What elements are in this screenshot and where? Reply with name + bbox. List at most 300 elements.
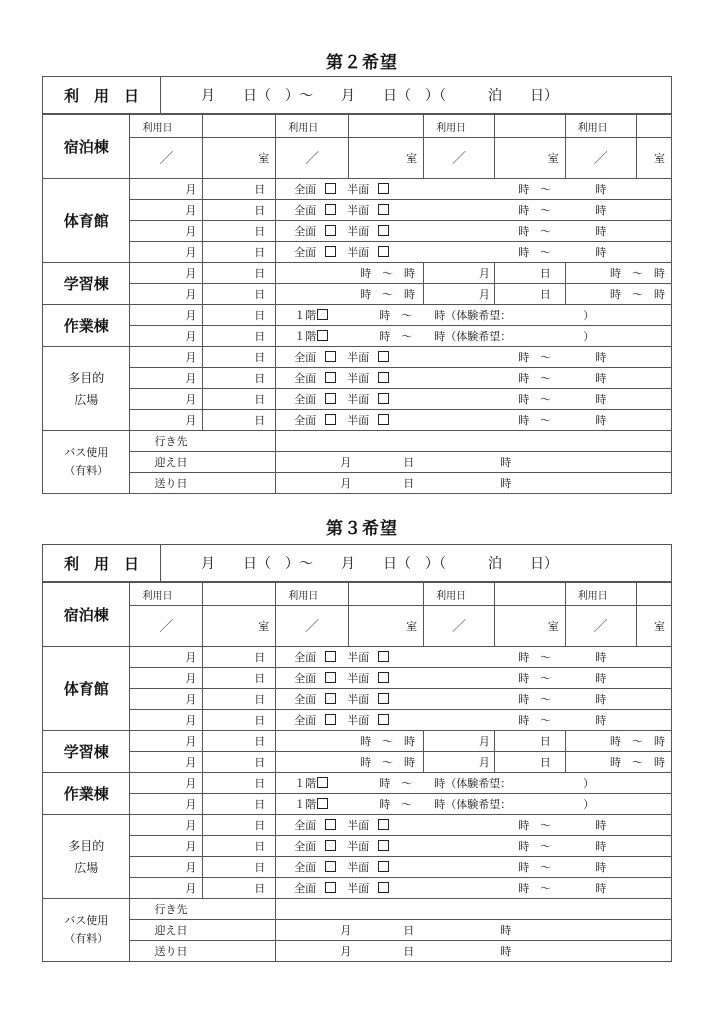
tamokuteki-time-text: 時 ～	[518, 819, 552, 832]
taiikukan-label	[43, 179, 130, 263]
shukuhaku-date-label	[130, 583, 203, 606]
tamokuteki-day[interactable]	[203, 389, 276, 410]
bus-ikisaki-text: 行き先	[154, 903, 188, 916]
sagyou-day[interactable]	[203, 305, 276, 326]
taiikukan-month[interactable]	[130, 221, 203, 242]
tamokuteki-time[interactable]	[424, 347, 566, 368]
shukuhaku-date-label	[130, 115, 203, 138]
taiikukan-end-text: 時	[595, 204, 607, 217]
taiikukan-han-checkbox[interactable]	[378, 672, 389, 683]
bus-label2: （有料）	[64, 932, 109, 945]
sagyou-month[interactable]	[130, 305, 203, 326]
gakushu-day2-text: 日	[539, 756, 551, 769]
tamokuteki-han-text: 半面	[347, 414, 370, 427]
taiikukan-area[interactable]	[276, 242, 424, 263]
gakushu-time1-text: 時 ～ 時	[360, 267, 416, 280]
tamokuteki-day-text: 日	[254, 861, 266, 874]
shukuhaku-date-label-text: 利用日	[436, 590, 467, 602]
gakushu-month[interactable]	[130, 752, 203, 773]
taiikukan-day[interactable]	[203, 710, 276, 731]
taiikukan-han-checkbox[interactable]	[378, 693, 389, 704]
shukuhaku-date-label-text: 利用日	[577, 122, 608, 134]
shukuhaku-slash-text: ／	[593, 151, 608, 167]
gakushu-label-text: 学習棟	[63, 275, 109, 293]
sagyou-detail[interactable]	[276, 305, 672, 326]
gakushu-time2[interactable]	[565, 752, 671, 773]
riyou-label	[43, 545, 161, 582]
taiikukan-time[interactable]	[424, 647, 566, 668]
riyou-table	[42, 544, 672, 582]
tamokuteki-han-checkbox[interactable]	[378, 861, 389, 872]
tamokuteki-zen-checkbox[interactable]	[325, 393, 336, 404]
taiikukan-zen-checkbox[interactable]	[325, 651, 336, 662]
taiikukan-day[interactable]	[203, 668, 276, 689]
gakushu-month2[interactable]	[424, 752, 495, 773]
tamokuteki-han-checkbox[interactable]	[378, 819, 389, 830]
bus-mukae-label	[130, 920, 276, 941]
tamokuteki-han-checkbox[interactable]	[378, 840, 389, 851]
taiikukan-zen-checkbox[interactable]	[325, 225, 336, 236]
tamokuteki-month[interactable]	[130, 836, 203, 857]
shukuhaku-slash[interactable]	[276, 606, 349, 647]
bus-label1: バス使用	[64, 914, 109, 927]
tamokuteki-zen-text: 全面	[294, 882, 317, 895]
tamokuteki-time[interactable]	[424, 857, 566, 878]
tamokuteki-end[interactable]	[565, 368, 671, 389]
sagyou-month-text: 月	[185, 798, 197, 811]
taiikukan-month-text: 月	[185, 246, 197, 259]
tamokuteki-day[interactable]	[203, 368, 276, 389]
gakushu-day2[interactable]	[494, 731, 565, 752]
gakushu-label-text: 学習棟	[63, 743, 109, 761]
tamokuteki-day[interactable]	[203, 815, 276, 836]
taiikukan-end[interactable]	[565, 242, 671, 263]
shukuhaku-date-blank[interactable]	[203, 583, 276, 606]
shukuhaku-room[interactable]	[349, 138, 424, 179]
tamokuteki-end[interactable]	[565, 410, 671, 431]
shukuhaku-slash-text: ／	[159, 151, 174, 167]
taiikukan-han-text: 半面	[347, 672, 370, 685]
bus-day-text: 日	[403, 477, 415, 490]
tamokuteki-han-checkbox[interactable]	[378, 882, 389, 893]
sagyou-time-text: 時 ～ 時（体験希望：	[379, 330, 512, 343]
tamokuteki-day[interactable]	[203, 410, 276, 431]
taiikukan-day[interactable]	[203, 689, 276, 710]
tamokuteki-end[interactable]	[565, 389, 671, 410]
shukuhaku-room[interactable]	[636, 138, 672, 179]
taiikukan-day-text: 日	[254, 225, 266, 238]
tamokuteki-end-text: 時	[595, 393, 607, 406]
tamokuteki-han-text: 半面	[347, 840, 370, 853]
tamokuteki-time[interactable]	[424, 815, 566, 836]
taiikukan-zen-checkbox[interactable]	[325, 693, 336, 704]
tamokuteki-month[interactable]	[130, 368, 203, 389]
tamokuteki-time[interactable]	[424, 368, 566, 389]
bus-mukae-text: 迎え日	[154, 924, 188, 937]
tamokuteki-day[interactable]	[203, 878, 276, 899]
taiikukan-area[interactable]	[276, 221, 424, 242]
gakushu-time2[interactable]	[565, 731, 671, 752]
riyou-date-range[interactable]	[161, 77, 672, 114]
tamokuteki-zen-checkbox[interactable]	[325, 861, 336, 872]
gakushu-day[interactable]	[203, 752, 276, 773]
gakushu-day-text: 日	[254, 735, 266, 748]
sagyou-month[interactable]	[130, 794, 203, 815]
tamokuteki-time-text: 時 ～	[518, 414, 552, 427]
gakushu-month2-text: 月	[478, 756, 490, 769]
taiikukan-zen-text: 全面	[294, 672, 317, 685]
taiikukan-time[interactable]	[424, 710, 566, 731]
tamokuteki-time[interactable]	[424, 410, 566, 431]
tamokuteki-day[interactable]	[203, 347, 276, 368]
gakushu-time1[interactable]	[276, 752, 424, 773]
sagyou-detail[interactable]	[276, 326, 672, 347]
tamokuteki-label1: 多目的	[68, 838, 105, 853]
bus-month-text: 月	[340, 945, 352, 958]
section-title: 第３希望	[326, 519, 398, 539]
bus-mukae-field[interactable]	[276, 452, 672, 473]
taiikukan-zen-checkbox[interactable]	[325, 672, 336, 683]
tamokuteki-end[interactable]	[565, 815, 671, 836]
taiikukan-time[interactable]	[424, 221, 566, 242]
shukuhaku-slash[interactable]	[276, 138, 349, 179]
hope-section	[42, 76, 672, 494]
gakushu-time1[interactable]	[276, 284, 424, 305]
tamokuteki-end-text: 時	[595, 840, 607, 853]
riyou-label-text: 利 用 日	[63, 554, 139, 573]
tamokuteki-han-text: 半面	[347, 393, 370, 406]
tamokuteki-area[interactable]	[276, 410, 424, 431]
shukuhaku-slash[interactable]	[130, 138, 203, 179]
tamokuteki-month[interactable]	[130, 857, 203, 878]
shukuhaku-room[interactable]	[349, 606, 424, 647]
gakushu-month[interactable]	[130, 284, 203, 305]
tamokuteki-zen-checkbox[interactable]	[325, 819, 336, 830]
gakushu-time1[interactable]	[276, 731, 424, 752]
taiikukan-month[interactable]	[130, 200, 203, 221]
taiikukan-time[interactable]	[424, 668, 566, 689]
shukuhaku-room-text: 室	[258, 620, 270, 633]
bus-label2: （有料）	[64, 464, 109, 477]
taiikukan-month-text: 月	[185, 693, 197, 706]
bus-ikisaki-field[interactable]	[276, 899, 672, 920]
taiikukan-month[interactable]	[130, 689, 203, 710]
taiikukan-label	[43, 647, 130, 731]
gakushu-day2[interactable]	[494, 752, 565, 773]
taiikukan-time[interactable]	[424, 200, 566, 221]
taiikukan-day[interactable]	[203, 200, 276, 221]
taiikukan-han-checkbox[interactable]	[378, 714, 389, 725]
taiikukan-area[interactable]	[276, 179, 424, 200]
shukuhaku-date-blank[interactable]	[349, 115, 424, 138]
gakushu-month[interactable]	[130, 731, 203, 752]
shukuhaku-label-text: 宿泊棟	[63, 606, 109, 624]
taiikukan-end[interactable]	[565, 647, 671, 668]
taiikukan-month[interactable]	[130, 647, 203, 668]
taiikukan-han-checkbox[interactable]	[378, 246, 389, 257]
riyou-date-range-text: 月 日（ ）～ 月 日（ ）（ 泊 日）	[201, 88, 558, 104]
gakushu-day[interactable]	[203, 263, 276, 284]
taiikukan-end[interactable]	[565, 200, 671, 221]
taiikukan-zen-text: 全面	[294, 693, 317, 706]
taiikukan-month[interactable]	[130, 668, 203, 689]
shukuhaku-room[interactable]	[203, 606, 276, 647]
taiikukan-month-text: 月	[185, 672, 197, 685]
sagyou-day[interactable]	[203, 326, 276, 347]
gakushu-day-text: 日	[254, 756, 266, 769]
gakushu-day[interactable]	[203, 731, 276, 752]
taiikukan-zen-text: 全面	[294, 183, 317, 196]
tamokuteki-time[interactable]	[424, 836, 566, 857]
sagyou-month-text: 月	[185, 330, 197, 343]
tamokuteki-area[interactable]	[276, 815, 424, 836]
gakushu-month-text: 月	[185, 267, 197, 280]
taiikukan-end[interactable]	[565, 710, 671, 731]
section-title: 第２希望	[326, 53, 398, 73]
bus-label1: バス使用	[64, 446, 109, 459]
taiikukan-time-text: 時 ～	[518, 651, 552, 664]
tamokuteki-zen-checkbox[interactable]	[325, 414, 336, 425]
tamokuteki-label	[43, 347, 130, 431]
bus-okuri-field[interactable]	[276, 941, 672, 962]
taiikukan-han-text: 半面	[347, 246, 370, 259]
gakushu-month2[interactable]	[424, 263, 495, 284]
sagyou-time-text: 時 ～ 時（体験希望：	[379, 798, 512, 811]
tamokuteki-area[interactable]	[276, 836, 424, 857]
sagyou-detail[interactable]	[276, 794, 672, 815]
shukuhaku-room-text: 室	[406, 620, 418, 633]
sagyou-close-text: ）	[583, 330, 595, 343]
taiikukan-han-checkbox[interactable]	[378, 651, 389, 662]
tamokuteki-month-text: 月	[185, 840, 197, 853]
tamokuteki-area[interactable]	[276, 878, 424, 899]
bus-ikisaki-text: 行き先	[154, 435, 188, 448]
tamokuteki-zen-text: 全面	[294, 819, 317, 832]
tamokuteki-time[interactable]	[424, 389, 566, 410]
sagyou-floor-checkbox[interactable]	[317, 798, 328, 809]
shukuhaku-slash-text: ／	[305, 619, 320, 635]
taiikukan-area[interactable]	[276, 647, 424, 668]
bus-mukae-field[interactable]	[276, 920, 672, 941]
bus-okuri-field[interactable]	[276, 473, 672, 494]
tamokuteki-end-text: 時	[595, 351, 607, 364]
tamokuteki-han-text: 半面	[347, 882, 370, 895]
sagyou-floor-checkbox[interactable]	[317, 777, 328, 788]
gakushu-day2[interactable]	[494, 263, 565, 284]
shukuhaku-date-label-text: 利用日	[142, 590, 173, 602]
bus-day-text: 日	[403, 924, 415, 937]
tamokuteki-han-checkbox[interactable]	[378, 372, 389, 383]
shukuhaku-date-blank[interactable]	[349, 583, 424, 606]
taiikukan-time[interactable]	[424, 242, 566, 263]
tamokuteki-day-text: 日	[254, 372, 266, 385]
taiikukan-day-text: 日	[254, 693, 266, 706]
tamokuteki-day[interactable]	[203, 836, 276, 857]
tamokuteki-month[interactable]	[130, 410, 203, 431]
tamokuteki-time[interactable]	[424, 878, 566, 899]
bus-okuri-text: 送り日	[154, 945, 188, 958]
tamokuteki-han-checkbox[interactable]	[378, 351, 389, 362]
shukuhaku-slash[interactable]	[565, 138, 636, 179]
tamokuteki-time-text: 時 ～	[518, 861, 552, 874]
tamokuteki-end[interactable]	[565, 878, 671, 899]
taiikukan-day-text: 日	[254, 651, 266, 664]
taiikukan-day[interactable]	[203, 242, 276, 263]
tamokuteki-zen-checkbox[interactable]	[325, 351, 336, 362]
taiikukan-month[interactable]	[130, 242, 203, 263]
tamokuteki-month[interactable]	[130, 389, 203, 410]
tamokuteki-month[interactable]	[130, 347, 203, 368]
tamokuteki-han-checkbox[interactable]	[378, 393, 389, 404]
gakushu-time2[interactable]	[565, 263, 671, 284]
tamokuteki-end[interactable]	[565, 857, 671, 878]
tamokuteki-han-text: 半面	[347, 351, 370, 364]
taiikukan-han-text: 半面	[347, 693, 370, 706]
tamokuteki-time-text: 時 ～	[518, 393, 552, 406]
tamokuteki-area[interactable]	[276, 857, 424, 878]
taiikukan-end[interactable]	[565, 668, 671, 689]
tamokuteki-time-text: 時 ～	[518, 882, 552, 895]
shukuhaku-date-blank[interactable]	[636, 115, 672, 138]
tamokuteki-zen-checkbox[interactable]	[325, 840, 336, 851]
shukuhaku-room[interactable]	[494, 606, 565, 647]
gakushu-month-text: 月	[185, 756, 197, 769]
tamokuteki-label1: 多目的	[68, 370, 105, 385]
tamokuteki-han-checkbox[interactable]	[378, 414, 389, 425]
tamokuteki-zen-text: 全面	[294, 840, 317, 853]
shukuhaku-date-blank[interactable]	[203, 115, 276, 138]
shukuhaku-slash[interactable]	[130, 606, 203, 647]
gakushu-day-text: 日	[254, 267, 266, 280]
shukuhaku-room[interactable]	[203, 138, 276, 179]
taiikukan-end[interactable]	[565, 179, 671, 200]
taiikukan-end[interactable]	[565, 221, 671, 242]
taiikukan-han-checkbox[interactable]	[378, 204, 389, 215]
tamokuteki-area[interactable]	[276, 347, 424, 368]
tamokuteki-zen-checkbox[interactable]	[325, 372, 336, 383]
tamokuteki-end-text: 時	[595, 414, 607, 427]
taiikukan-day[interactable]	[203, 179, 276, 200]
shukuhaku-date-blank[interactable]	[494, 583, 565, 606]
tamokuteki-day[interactable]	[203, 857, 276, 878]
taiikukan-area[interactable]	[276, 668, 424, 689]
shukuhaku-date-blank[interactable]	[636, 583, 672, 606]
gakushu-day2[interactable]	[494, 284, 565, 305]
tamokuteki-month[interactable]	[130, 878, 203, 899]
taiikukan-time-text: 時 ～	[518, 693, 552, 706]
shukuhaku-slash[interactable]	[565, 606, 636, 647]
bus-mukae-label	[130, 452, 276, 473]
taiikukan-day[interactable]	[203, 221, 276, 242]
tamokuteki-area[interactable]	[276, 389, 424, 410]
bus-hour-text: 時	[500, 945, 512, 958]
tamokuteki-day-text: 日	[254, 414, 266, 427]
shukuhaku-date-label-text: 利用日	[288, 590, 319, 602]
taiikukan-han-checkbox[interactable]	[378, 225, 389, 236]
sagyou-floor-checkbox[interactable]	[317, 309, 328, 320]
taiikukan-zen-checkbox[interactable]	[325, 183, 336, 194]
sagyou-day[interactable]	[203, 773, 276, 794]
taiikukan-area[interactable]	[276, 689, 424, 710]
taiikukan-zen-checkbox[interactable]	[325, 714, 336, 725]
shukuhaku-date-label-text: 利用日	[436, 122, 467, 134]
gakushu-month-text: 月	[185, 288, 197, 301]
taiikukan-area[interactable]	[276, 710, 424, 731]
gakushu-month2[interactable]	[424, 731, 495, 752]
gakushu-time2[interactable]	[565, 284, 671, 305]
facility-table	[42, 582, 672, 962]
gakushu-month2[interactable]	[424, 284, 495, 305]
shukuhaku-label-text: 宿泊棟	[63, 138, 109, 156]
taiikukan-label-text: 体育館	[63, 212, 109, 230]
shukuhaku-room-text: 室	[406, 152, 418, 165]
shukuhaku-slash[interactable]	[424, 606, 495, 647]
sagyou-close-text: ）	[583, 777, 595, 790]
gakushu-time2-text: 時 ～ 時	[610, 267, 665, 280]
facility-table	[42, 114, 672, 494]
tamokuteki-zen-checkbox[interactable]	[325, 882, 336, 893]
gakushu-time2-text: 時 ～ 時	[610, 735, 665, 748]
shukuhaku-slash[interactable]	[424, 138, 495, 179]
sagyou-floor-text: １階	[294, 330, 317, 343]
tamokuteki-month[interactable]	[130, 815, 203, 836]
taiikukan-area[interactable]	[276, 200, 424, 221]
taiikukan-zen-checkbox[interactable]	[325, 246, 336, 257]
bus-mukae-text: 迎え日	[154, 456, 188, 469]
tamokuteki-area[interactable]	[276, 368, 424, 389]
shukuhaku-room[interactable]	[494, 138, 565, 179]
shukuhaku-date-label	[565, 583, 636, 606]
bus-ikisaki-field[interactable]	[276, 431, 672, 452]
taiikukan-time[interactable]	[424, 689, 566, 710]
shukuhaku-room[interactable]	[636, 606, 672, 647]
shukuhaku-date-label-text: 利用日	[577, 590, 608, 602]
gakushu-month-text: 月	[185, 735, 197, 748]
sagyou-day-text: 日	[254, 777, 266, 790]
taiikukan-day-text: 日	[254, 183, 266, 196]
sagyou-floor-checkbox[interactable]	[317, 330, 328, 341]
riyou-date-range[interactable]	[161, 545, 672, 582]
bus-okuri-label	[130, 941, 276, 962]
gakushu-month[interactable]	[130, 263, 203, 284]
gakushu-time1[interactable]	[276, 263, 424, 284]
taiikukan-month[interactable]	[130, 710, 203, 731]
sagyou-month[interactable]	[130, 773, 203, 794]
taiikukan-month[interactable]	[130, 179, 203, 200]
sagyou-day[interactable]	[203, 794, 276, 815]
bus-hour-text: 時	[500, 924, 512, 937]
tamokuteki-zen-text: 全面	[294, 351, 317, 364]
taiikukan-time-text: 時 ～	[518, 246, 552, 259]
taiikukan-time[interactable]	[424, 179, 566, 200]
tamokuteki-end-text: 時	[595, 372, 607, 385]
taiikukan-end[interactable]	[565, 689, 671, 710]
bus-label	[43, 431, 130, 494]
shukuhaku-date-blank[interactable]	[494, 115, 565, 138]
tamokuteki-end[interactable]	[565, 347, 671, 368]
tamokuteki-end[interactable]	[565, 836, 671, 857]
gakushu-day[interactable]	[203, 284, 276, 305]
tamokuteki-month-text: 月	[185, 351, 197, 364]
sagyou-month[interactable]	[130, 326, 203, 347]
taiikukan-zen-checkbox[interactable]	[325, 204, 336, 215]
tamokuteki-month-text: 月	[185, 372, 197, 385]
gakushu-month2-text: 月	[478, 288, 490, 301]
sagyou-month-text: 月	[185, 777, 197, 790]
sagyou-detail[interactable]	[276, 773, 672, 794]
taiikukan-han-checkbox[interactable]	[378, 183, 389, 194]
taiikukan-day[interactable]	[203, 647, 276, 668]
